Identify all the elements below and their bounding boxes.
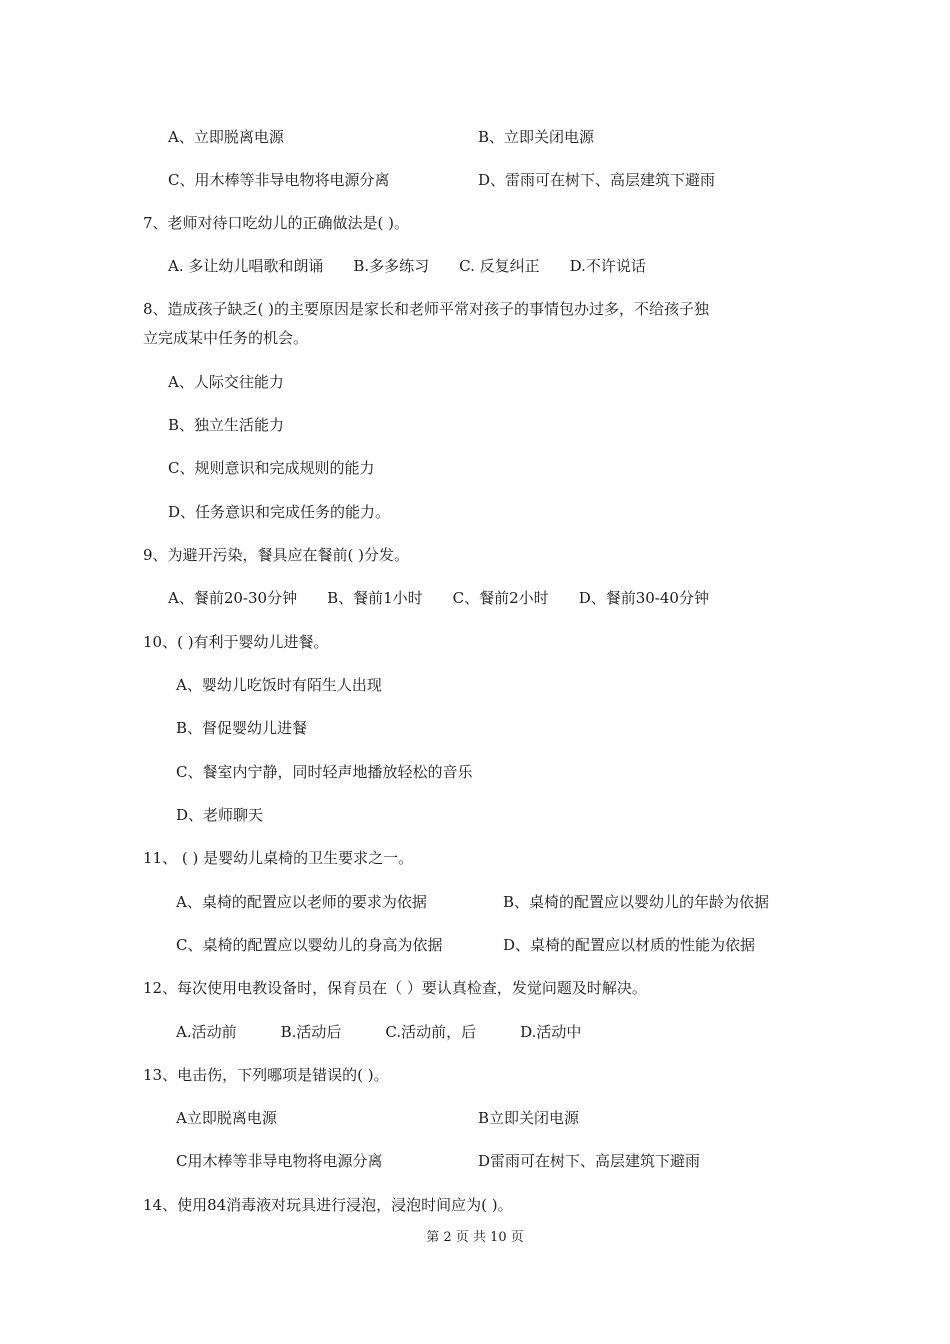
q7-stem: 7、老师对待口吃幼儿的正确做法是( )。 — [143, 214, 410, 232]
page-footer: 第 2 页 共 10 页 — [426, 1230, 524, 1245]
q6-option-b: B、立即关闭电源 — [478, 128, 595, 146]
q13-option-a: A立即脱离电源 — [176, 1109, 277, 1127]
q9-option-a: A、餐前20-30分钟 — [168, 589, 298, 607]
q11-option-a: A、桌椅的配置应以老师的要求为依据 — [176, 893, 427, 911]
q12-stem: 12、每次使用电教设备时，保育员在（ ）要认真检查，发觉问题及时解决。 — [143, 979, 647, 997]
q11-option-d: D、桌椅的配置应以材质的性能为依据 — [503, 936, 756, 954]
q11-stem: 11、 ( ) 是婴幼儿桌椅的卫生要求之一。 — [143, 849, 414, 867]
q12-options — [176, 1022, 581, 1042]
q12-option-a: A.活动前 — [176, 1023, 237, 1041]
q12-option-d: D.活动中 — [520, 1023, 582, 1041]
q11-option-c: C、桌椅的配置应以婴幼儿的身高为依据 — [176, 936, 443, 954]
q8-option-d: D、任务意识和完成任务的能力。 — [168, 503, 391, 521]
q7-options — [168, 256, 646, 276]
q10-option-c: C、餐室内宁静，同时轻声地播放轻松的音乐 — [176, 763, 473, 781]
q10-option-a: A、婴幼儿吃饭时有陌生人出现 — [176, 676, 382, 694]
q11-option-b: B、桌椅的配置应以婴幼儿的年龄为依据 — [503, 893, 770, 911]
q13-stem: 13、电击伤，下列哪项是错误的( )。 — [143, 1066, 389, 1084]
q8-option-c: C、规则意识和完成规则的能力 — [168, 459, 375, 477]
q8-stem-line1: 8、造成孩子缺乏( )的主要原因是家长和老师平常对孩子的事情包办过多，不给孩子独 — [143, 300, 710, 318]
q6-option-a: A、立即脱离电源 — [168, 128, 284, 146]
q7-option-a: A. 多让幼儿唱歌和朗诵 — [168, 257, 324, 275]
q9-option-b: B、餐前1小时 — [327, 589, 423, 607]
q7-option-d: D.不许说话 — [569, 257, 646, 275]
q9-option-d: D、餐前30-40分钟 — [578, 589, 709, 607]
q6-option-d: D、雷雨可在树下、高层建筑下避雨 — [478, 171, 716, 189]
q12-option-b: B.活动后 — [280, 1023, 342, 1041]
q8-option-b: B、独立生活能力 — [168, 416, 285, 434]
q14-stem: 14、使用84消毒液对玩具进行浸泡，浸泡时间应为( )。 — [143, 1196, 513, 1214]
q7-option-c: C. 反复纠正 — [459, 257, 540, 275]
q10-option-b: B、督促婴幼儿进餐 — [176, 719, 308, 737]
q9-stem: 9、为避开污染，餐具应在餐前( )分发。 — [143, 546, 410, 564]
q9-options — [168, 588, 709, 608]
q12-option-c: C.活动前，后 — [385, 1023, 477, 1041]
q13-option-c: C用木棒等非导电物将电源分离 — [176, 1152, 383, 1170]
q10-option-d: D、老师聊天 — [176, 806, 264, 824]
q7-option-b: B.多多练习 — [353, 257, 430, 275]
q8-option-a: A、人际交往能力 — [168, 373, 284, 391]
q10-stem: 10、( )有利于婴幼儿进餐。 — [143, 633, 329, 651]
q9-option-c: C、餐前2小时 — [452, 589, 549, 607]
q8-stem-line2: 立完成某中任务的机会。 — [143, 329, 309, 347]
q13-option-d: D雷雨可在树下、高层建筑下避雨 — [478, 1152, 701, 1170]
q13-option-b: B立即关闭电源 — [478, 1109, 580, 1127]
q6-option-c: C、用木棒等非导电物将电源分离 — [168, 171, 390, 189]
